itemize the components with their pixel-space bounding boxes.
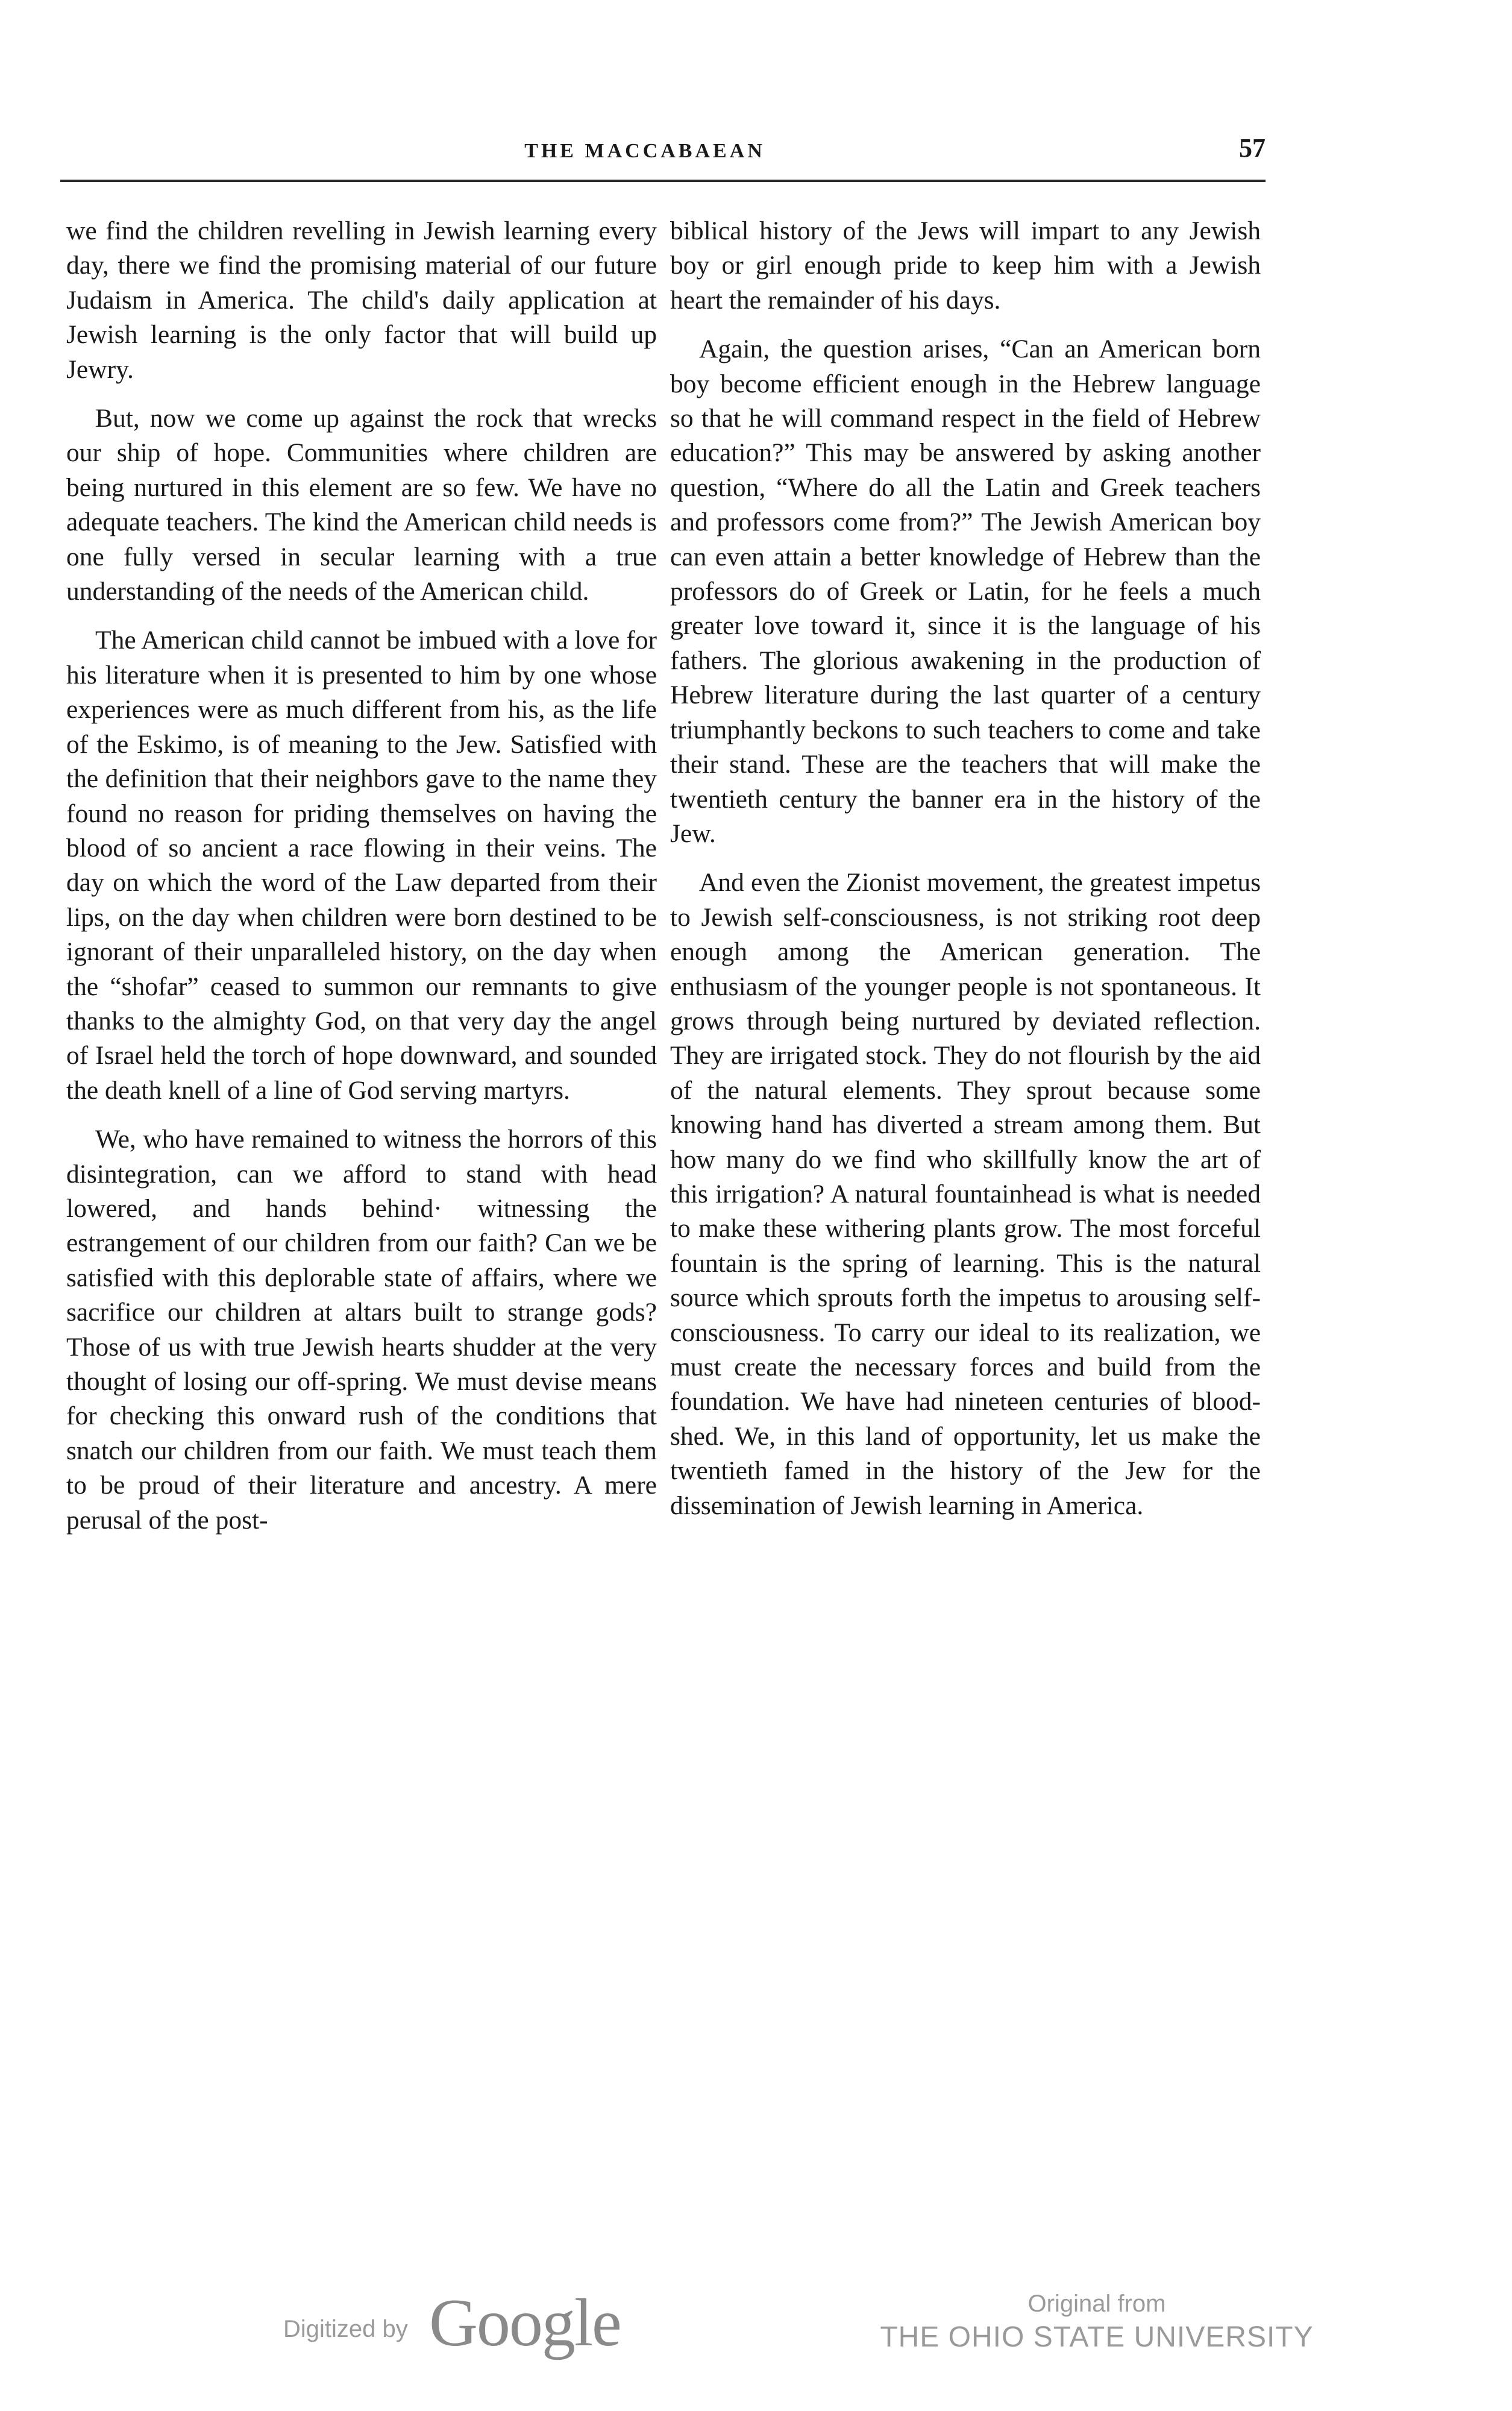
right-paragraph-2: Again, the question arises, “Can an American born boy become efficient enough in the Hebrew language so that he will command respect in the field of Hebrew education?” This may be answered by asking another question, “Where do all the Latin and Greek teachers and professors come from?” The Jewish American boy can even attain a better knowledge of Hebrew than the professors do of Greek or Latin, for he feels a much greater love toward it, since it is the language of his fathers. The glorious awakening in the production of Hebrew literature during the last quarter of a century triumphantly beckons to such teachers to come and take their stand. These are the teachers that will make the twentieth century the banner era in the history of the Jew.: [670, 335, 1261, 848]
right-paragraph-3: And even the Zionist movement, the greatest impetus to Jewish self-consciousness, is not striking root deep enough among the American generation. The enthusiasm of the younger people is not spontaneous. It grows through being nurtured by deviated reflection. They are irrigated stock. They do not flourish by the aid of the natural elements. They sprout because some knowing hand has diverted a stream among them. But how many do we find who skillfully know the art of this irrigation? A natural fountainhead is what is needed to make these withering plants grow. The most forceful fountain is the spring of learning. This is the natural source which sprouts forth the impetus to arousing self-consciousness. To carry our ideal to its realization, we must create the necessary forces and build from the foundation. We have had nineteen centuries of blood-shed. We, in this land of opportunity, let us make the twentieth famed in the history of the Jew for the dissemination of Jewish learning in America.: [670, 868, 1261, 1520]
left-paragraph-4: We, who have remained to witness the horrors of this disintegration, can we afford to stand with head lowered, and hands behind· witnessing the estrangement of our children from our faith? Can we be satisfied with this deplorable state of affairs, where we sacrifice our children at altars built to strange gods? Those of us with true Jewish hearts shudder at the very thought of losing our off-spring. We must devise means for checking this onward rush of the conditions that snatch our children from our faith. We must teach them to be proud of their literature and ancestry. A mere perusal of the post-: [66, 1125, 657, 1535]
page-number: 57: [1239, 133, 1266, 163]
original-from-label: Original from: [1027, 2290, 1166, 2317]
digitized-by-label: Digitized by: [283, 2316, 408, 2342]
left-paragraph-2: But, now we come up against the rock that wrecks our ship of hope. Communities where children are being nurtured in this element are so few. We have no adequate teachers. The kind the American child needs is one fully versed in secular learning with a true understanding of the needs of the American child.: [66, 404, 657, 606]
running-title: THE MACCABAEAN: [524, 140, 765, 162]
left-paragraph-3: The American child cannot be imbued with a love for his literature when it is presented to him by one whose experiences were as much different from his, as the life of the Eskimo, is of meaning to the Jew. Satisfied with the definition that their neighbors gave to the name they found no reason for priding themselves on having the blood of so ancient a race flowing in their veins. The day on which the word of the Law departed from their lips, on the day when children were born destined to be ignorant of their unparalleled history, on the day when the “shofar” ceased to summon our remnants to give thanks to the almighty God, on that very day the angel of Israel held the torch of hope downward, and sounded the death knell of a line of God serving martyrs.: [66, 626, 657, 1105]
university-name: THE OHIO STATE UNIVERSITY: [880, 2321, 1314, 2353]
digitization-footer: [0, 2272, 1512, 2393]
right-paragraph-1: biblical history of the Jews will impart to any Jewish boy or girl enough pride to keep him with a Jewish heart the remainder of his days.: [670, 216, 1261, 315]
google-logo: Google: [429, 2286, 621, 2360]
page-header: [60, 133, 1266, 175]
left-column: [66, 214, 657, 1552]
header-rule: [60, 180, 1266, 182]
left-paragraph-1: we find the children revelling in Jewish learning every day, there we find the promising material of our future Judaism in America. The child's daily application at Jewish learning is the only factor that will build up Jewry.: [66, 216, 657, 384]
right-column: [670, 214, 1261, 1538]
